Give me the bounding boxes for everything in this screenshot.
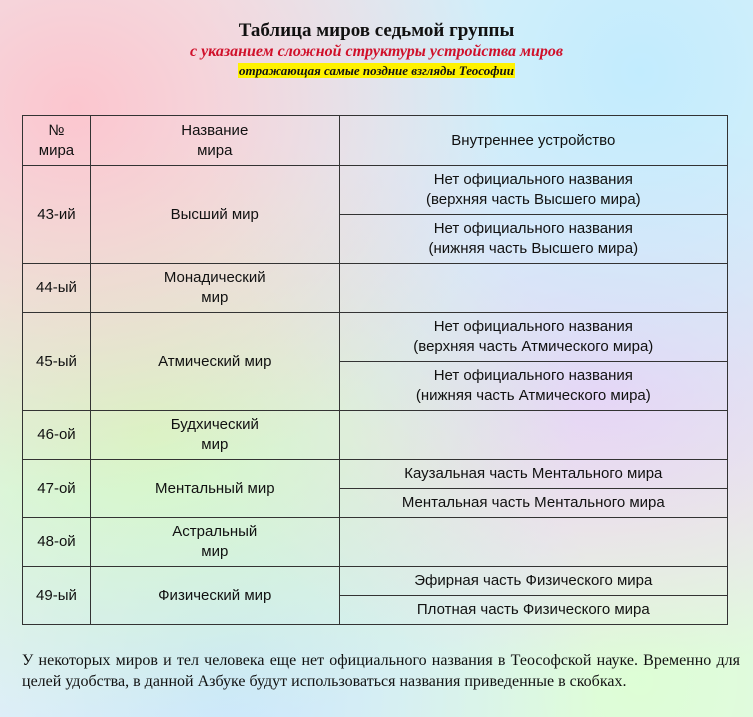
world-part-line2: (нижняя часть Высшего мира) xyxy=(428,240,639,257)
table-row-48 xyxy=(23,518,728,567)
world-number: 46-ой xyxy=(23,411,91,460)
highlight-note-wrap xyxy=(0,63,753,79)
world-part-line1: Нет официального названия xyxy=(433,367,633,384)
header-number-cell xyxy=(23,116,91,166)
world-part-line1: Нет официального названия xyxy=(433,171,633,188)
table-row-45 xyxy=(23,313,728,362)
world-name xyxy=(90,518,339,567)
world-part xyxy=(339,362,727,411)
world-name xyxy=(90,411,339,460)
world-name-line2: мир xyxy=(201,543,229,560)
worlds-table xyxy=(22,115,728,625)
header-number-line1: № xyxy=(48,121,65,139)
world-part-line1: Нет официального названия xyxy=(433,318,633,335)
world-part-line2: (верхняя часть Атмического мира) xyxy=(413,338,654,355)
world-name-line1: Астральный xyxy=(172,523,258,540)
world-part xyxy=(339,215,727,264)
world-part: Плотная часть Физического мира xyxy=(339,596,727,625)
footer-note: У некоторых миров и тел человека еще нет официального названия в Теософской науке. Временно для целей удобства, в данной Азбуке будут использоваться названия приведенные в скобках. xyxy=(22,652,740,690)
world-part-line2: (нижняя часть Атмического мира) xyxy=(415,387,651,404)
highlight-note: отражающая самые поздние взгляды Теософии xyxy=(238,63,515,78)
world-part-empty xyxy=(339,518,727,567)
world-part: Эфирная часть Физического мира xyxy=(339,567,727,596)
world-part-line2: (верхняя часть Высшего мира) xyxy=(425,191,641,208)
world-part xyxy=(339,166,727,215)
page-title: Таблица миров седьмой группы xyxy=(238,20,515,41)
world-part-empty xyxy=(339,411,727,460)
world-number: 43-ий xyxy=(23,166,91,264)
world-name-line1: Будхический xyxy=(170,416,259,433)
world-number: 44-ый xyxy=(23,264,91,313)
table-header-row xyxy=(23,116,728,166)
world-name: Физический мир xyxy=(90,567,339,625)
header-number-line2: мира xyxy=(38,141,75,159)
header-structure-cell: Внутреннее устройство xyxy=(339,116,727,166)
table-row-47 xyxy=(23,460,728,489)
world-number: 49-ый xyxy=(23,567,91,625)
world-name: Высший мир xyxy=(90,166,339,264)
table-row-49 xyxy=(23,567,728,596)
world-name-line1: Монадический xyxy=(163,269,266,286)
world-number: 47-ой xyxy=(23,460,91,518)
world-name: Атмический мир xyxy=(90,313,339,411)
table-row-44 xyxy=(23,264,728,313)
world-name: Ментальный мир xyxy=(90,460,339,518)
world-name xyxy=(90,264,339,313)
header-name-line1: Название xyxy=(181,121,249,139)
header-name-cell xyxy=(90,116,339,166)
world-number: 48-ой xyxy=(23,518,91,567)
page-subtitle: с указанием сложной структуры устройства миров xyxy=(189,43,564,60)
world-number: 45-ый xyxy=(23,313,91,411)
world-part xyxy=(339,313,727,362)
world-part-empty xyxy=(339,264,727,313)
table-row-43 xyxy=(23,166,728,215)
world-name-line2: мир xyxy=(201,289,229,306)
world-part: Ментальная часть Ментального мира xyxy=(339,489,727,518)
world-name-line2: мир xyxy=(201,436,229,453)
world-part-line1: Нет официального названия xyxy=(433,220,633,237)
table-row-46 xyxy=(23,411,728,460)
world-part: Каузальная часть Ментального мира xyxy=(339,460,727,489)
header-name-line2: мира xyxy=(197,141,233,159)
